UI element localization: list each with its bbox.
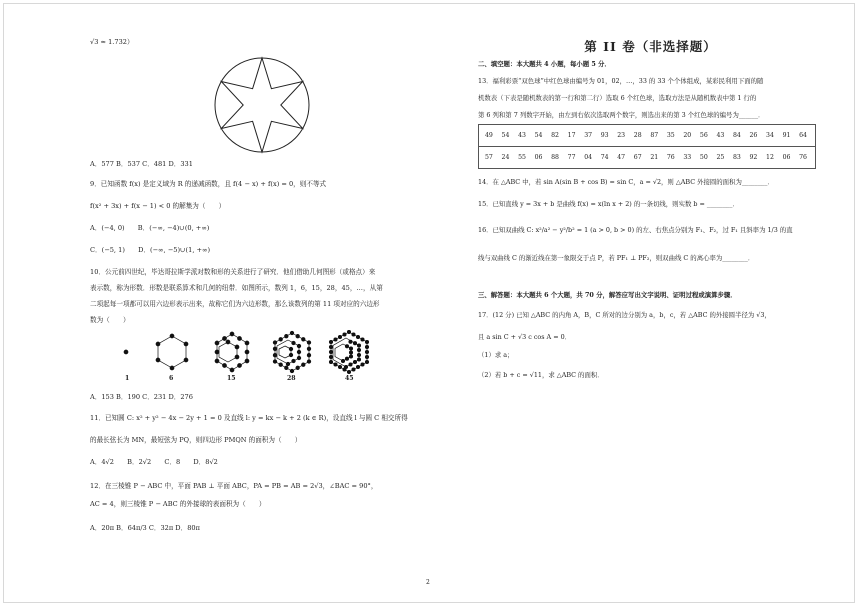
random-number: 20	[683, 132, 692, 139]
random-number: 34	[766, 132, 774, 139]
q12-stem-1: 12．在三棱锥 P − ABC 中，平面 PAB ⊥ 平面 ABC，PA = PB = AB = 2√3，∠BAC = 90°，	[90, 482, 378, 490]
q10-line-1: 10．公元前四世纪，毕达哥拉斯学派对数和形的关系进行了研究．他们借助几何图形（或格点）来	[90, 268, 376, 276]
q17-stem-2: 且 a sin C + √3 c cos A = 0．	[478, 333, 572, 341]
random-number: 37	[584, 132, 593, 139]
q8-hint: √3 ≈ 1.732）	[90, 38, 134, 46]
hex-label-6: 6	[169, 375, 174, 382]
random-number: 54	[501, 132, 510, 139]
q17-stem-1: 17．(12 分) 已知 △ABC 的内角 A，B，C 所对的边分别为 a，b，c，若 △ABC 的外接圆半径为 √3，	[478, 311, 771, 319]
random-number: 25	[716, 154, 725, 161]
section-title: 第 II 卷（非选择题）	[584, 39, 717, 54]
random-number: 35	[666, 132, 675, 139]
random-number: 77	[567, 154, 576, 161]
q10-line-2: 表示数，称为形数．形数是联系算术和几何的纽带．如图所示，数列 1，6，15，28，45，…，从第	[90, 284, 383, 292]
random-number: 57	[485, 154, 493, 161]
table-cell	[479, 147, 816, 169]
random-number: 54	[534, 132, 543, 139]
table-row	[479, 125, 816, 147]
random-number-table	[478, 124, 816, 169]
table-row	[479, 147, 816, 169]
random-number: 56	[699, 132, 708, 139]
q13-line-3: 第 6 列和第 7 列数字开始，由左到右依次选取两个数字，则选出来的第 3 个红色球的编号为______．	[478, 111, 765, 119]
q10-line-3: 二项起每一项都可以用六边形表示出来，故称它们为六边形数，那么该数列的第 11 项对应的六边形	[90, 300, 380, 308]
random-number: 06	[782, 154, 791, 161]
q12-options: A．20π B．64π/3 C．32π D．80π	[90, 524, 200, 532]
q13-line-2: 机数表（下表是随机数表的第一行和第二行）选取 6 个红色球，选取方法是从随机数表中第 1 行的	[478, 94, 757, 102]
q10-line-4: 数为（ ）	[90, 316, 130, 324]
hexagonal-number-labels	[123, 375, 363, 384]
q9-options-ab: A．(−4, 0) B．(−∞, −4)∪(0, +∞)	[90, 224, 210, 232]
random-number: 06	[534, 154, 543, 161]
random-number: 76	[799, 154, 807, 161]
hex-label-45: 45	[345, 375, 354, 382]
random-number: 12	[766, 154, 774, 161]
q15: 15．已知直线 y = 3x + b 是曲线 f(x) = x(ln x + 2) 的一条切线，则实数 b = ________．	[478, 200, 739, 208]
random-number: 04	[584, 154, 593, 161]
q11-stem-1: 11．已知圆 C: x² + y² − 4x − 2y + 1 = 0 及直线 l: y = kx − k + 2 (k ∈ R)，设直线 l 与圆 C 相交所得	[90, 414, 408, 422]
random-number: 67	[633, 154, 642, 161]
q17-part-1: （1）求 a；	[478, 351, 514, 359]
random-number: 88	[551, 154, 559, 161]
q12-stem-2: AC = 4，则三棱锥 P − ABC 的外接球的表面积为（ ）	[90, 500, 266, 508]
q8-options: A．577 B．537 C．481 D．331	[90, 160, 193, 168]
random-number: 93	[600, 132, 609, 139]
q9-stem: 9．已知函数 f(x) 是定义域为 R 的递减函数，且 f(4 − x) + f(x) = 0，则不等式	[90, 180, 327, 188]
random-number: 83	[732, 154, 741, 161]
circle-hexagram-figure	[212, 55, 312, 155]
q16-line-1: 16．已知双曲线 C: x²/a² − y²/b² = 1 (a > 0, b > 0) 的左、右焦点分别为 F₁、F₂，过 F₁ 且斜率为 1/3 的直	[478, 226, 793, 234]
random-number: 43	[716, 132, 725, 139]
random-number: 21	[650, 154, 659, 161]
q17-part-2: （2）若 b + c = √11，求 △ABC 的面积．	[478, 371, 604, 379]
random-number: 28	[633, 132, 642, 139]
random-number: 55	[518, 154, 526, 161]
q11-stem-2: 的最长弦长为 MN，最短弦为 PQ，则四边形 PMQN 的面积为（ ）	[90, 436, 302, 444]
random-number: 82	[551, 132, 559, 139]
random-number: 92	[749, 154, 758, 161]
q9-inequality: f(x² + 3x) + f(x − 1) < 0 的解集为（ ）	[90, 202, 226, 210]
q13-line-1: 13．福利彩票“双色球”中红色球由编号为 01，02，…，33 的 33 个个体组成，某彩民利用下面的随	[478, 77, 764, 85]
q16-line-2: 线与双曲线 C 的渐近线在第一象限交于点 P，若 PF₁ ⊥ PF₂，则双曲线 C 的离心率为________．	[478, 254, 755, 262]
random-number: 17	[567, 132, 576, 139]
q11-options: A．4√2 B．2√2 C．8 D．8√2	[90, 458, 218, 466]
random-number: 23	[617, 132, 626, 139]
table-cell	[479, 125, 816, 147]
hex-label-15: 15	[227, 375, 236, 382]
random-number: 33	[683, 154, 692, 161]
q14: 14．在 △ABC 中，若 sin A(sin B + cos B) = sin C，a = √2，则 △ABC 外接圆的面积为________．	[478, 178, 774, 186]
q10-options: A．153 B．190 C．231 D．276	[90, 393, 193, 401]
random-number: 43	[518, 132, 526, 139]
hexagonal-numbers-figure	[120, 330, 370, 376]
random-number: 64	[799, 132, 807, 139]
page-number: 2	[426, 579, 430, 586]
random-number: 50	[699, 154, 708, 161]
random-number: 49	[485, 132, 493, 139]
random-number: 87	[650, 132, 659, 139]
random-number: 47	[617, 154, 626, 161]
random-number: 91	[782, 132, 791, 139]
hex-label-1: 1	[125, 375, 130, 382]
q9-options-cd: C．(−5, 1) D．(−∞, −5)∪(1, +∞)	[90, 246, 211, 254]
random-number: 26	[749, 132, 758, 139]
answer-section-header: 三、解答题：本大题共 6 个大题，共 70 分，解答应写出文字说明、证明过程或演算步骤．	[478, 291, 737, 299]
fill-blank-header: 二、填空题：本大题共 4 小题，每小题 5 分．	[478, 60, 611, 68]
random-number: 76	[666, 154, 675, 161]
random-number: 24	[501, 154, 510, 161]
random-number: 74	[600, 154, 609, 161]
random-number: 84	[732, 132, 741, 139]
hex-label-28: 28	[287, 375, 296, 382]
